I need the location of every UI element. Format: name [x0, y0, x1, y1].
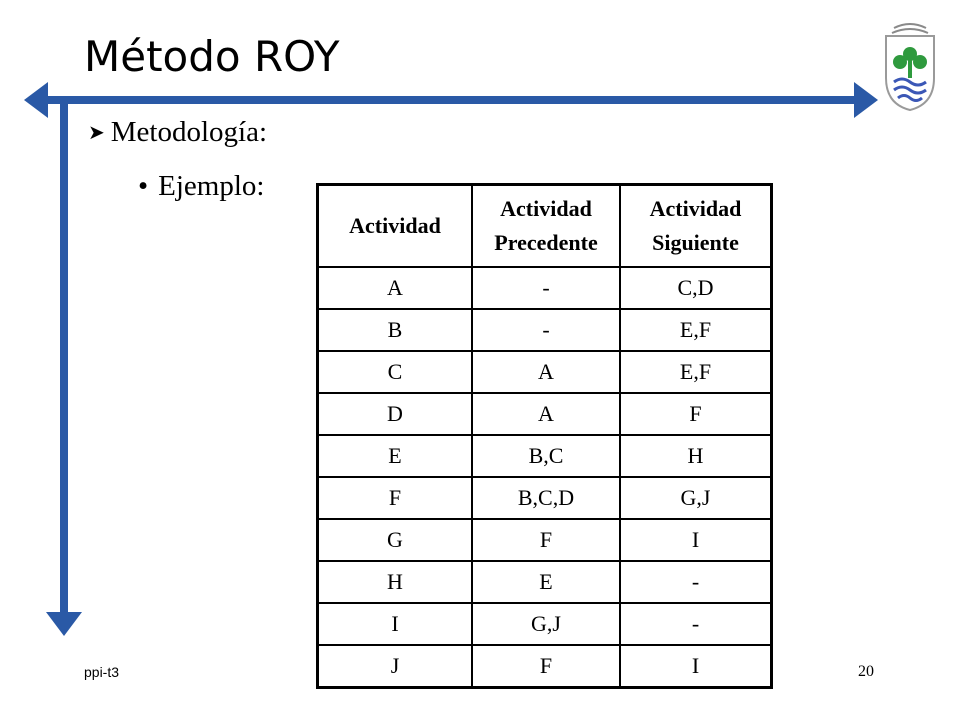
- right-arrowhead-icon: [854, 82, 878, 118]
- cell-siguiente: I: [620, 519, 772, 561]
- footer-label: ppi-t3: [84, 664, 120, 680]
- arrowhead-bullet-icon: ➤: [88, 122, 105, 144]
- table-row: [318, 393, 772, 435]
- table-row: [318, 435, 772, 477]
- bullet-sub-label: Ejemplo:: [158, 170, 265, 202]
- bullet-metodologia: [88, 116, 267, 149]
- activity-table: [316, 183, 773, 689]
- cell-siguiente: G,J: [620, 477, 772, 519]
- cell-actividad: B: [318, 309, 473, 351]
- university-crest-logo: [880, 20, 940, 112]
- cell-siguiente: E,F: [620, 351, 772, 393]
- bullet-ejemplo: [138, 170, 264, 203]
- cell-siguiente: E,F: [620, 309, 772, 351]
- slide-title: Método ROY: [84, 32, 340, 81]
- left-arrowhead-icon: [24, 82, 48, 118]
- table-row: [318, 603, 772, 645]
- header-actividad-siguiente: Actividad Siguiente: [620, 185, 772, 268]
- table-row: [318, 645, 772, 688]
- cell-actividad: G: [318, 519, 473, 561]
- down-arrowhead-icon: [46, 612, 82, 636]
- header-actividad: Actividad: [318, 185, 473, 268]
- cell-precedente: A: [472, 393, 620, 435]
- cell-precedente: A: [472, 351, 620, 393]
- bullet-dot-icon: •: [138, 170, 149, 202]
- cell-actividad: E: [318, 435, 473, 477]
- table-row: [318, 351, 772, 393]
- cell-precedente: G,J: [472, 603, 620, 645]
- table-header-row: [318, 185, 772, 268]
- table-row: [318, 477, 772, 519]
- cell-precedente: F: [472, 645, 620, 688]
- cell-actividad: H: [318, 561, 473, 603]
- cell-actividad: I: [318, 603, 473, 645]
- cell-actividad: J: [318, 645, 473, 688]
- table-row: [318, 519, 772, 561]
- page-number: 20: [858, 663, 874, 680]
- cell-precedente: E: [472, 561, 620, 603]
- cell-precedente: B,C,D: [472, 477, 620, 519]
- cell-precedente: -: [472, 267, 620, 309]
- cell-siguiente: I: [620, 645, 772, 688]
- horizontal-bar: [38, 96, 862, 104]
- cell-siguiente: -: [620, 561, 772, 603]
- cell-siguiente: H: [620, 435, 772, 477]
- table-row: [318, 561, 772, 603]
- cell-actividad: F: [318, 477, 473, 519]
- cell-precedente: B,C: [472, 435, 620, 477]
- cell-actividad: C: [318, 351, 473, 393]
- cell-precedente: -: [472, 309, 620, 351]
- bullet-main-label: Metodología:: [110, 116, 268, 148]
- header-actividad-precedente: Actividad Precedente: [472, 185, 620, 268]
- vertical-bar: [60, 100, 68, 620]
- cell-siguiente: -: [620, 603, 772, 645]
- cell-siguiente: F: [620, 393, 772, 435]
- cell-siguiente: C,D: [620, 267, 772, 309]
- cell-actividad: D: [318, 393, 473, 435]
- table-row: [318, 309, 772, 351]
- cell-precedente: F: [472, 519, 620, 561]
- cell-actividad: A: [318, 267, 473, 309]
- table-row: [318, 267, 772, 309]
